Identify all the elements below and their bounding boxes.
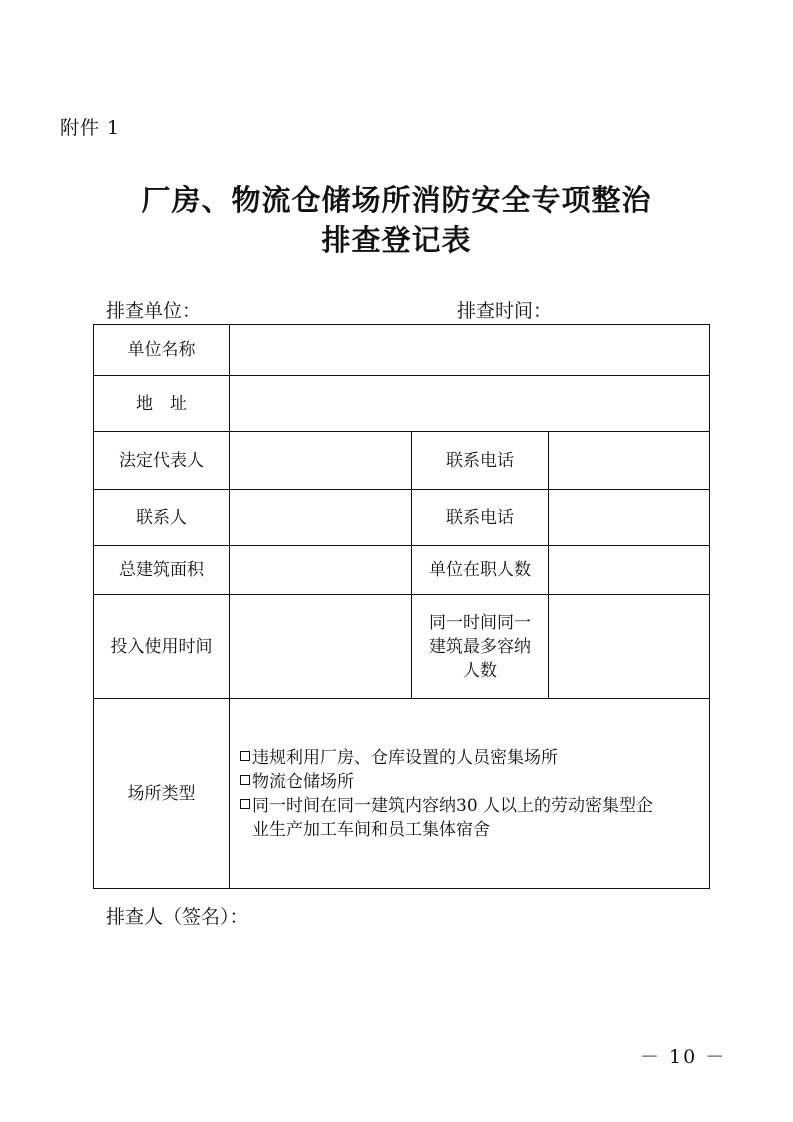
- table-row: [94, 546, 710, 595]
- table-row: [94, 325, 710, 376]
- option-text: 违规利用厂房、仓库设置的人员密集场所: [252, 747, 558, 768]
- site-type-label: 场所类型: [94, 699, 230, 889]
- option-text-continuation: 业生产加工车间和员工集体宿舍: [252, 819, 490, 840]
- checkbox-icon[interactable]: [240, 799, 250, 809]
- option-text: 同一时间在同一建筑内容纳30 人以上的劳动密集型企: [252, 795, 654, 816]
- legal-rep-label: 法定代表人: [94, 432, 230, 490]
- max-capacity-line: 同一时间同一: [429, 612, 531, 633]
- table-row: [94, 376, 710, 432]
- table-row: [94, 432, 710, 490]
- legal-rep-field[interactable]: [230, 432, 412, 490]
- staff-count-field[interactable]: [549, 546, 710, 595]
- contact-phone-label-1: 联系电话: [412, 432, 549, 490]
- max-capacity-label: [412, 595, 549, 699]
- checkbox-icon[interactable]: [240, 751, 250, 761]
- inspection-unit-label: 排查单位：: [106, 300, 202, 322]
- total-area-field[interactable]: [230, 546, 412, 595]
- table-row: [94, 699, 710, 889]
- max-capacity-line: 建筑最多容纳: [429, 636, 531, 657]
- address-field[interactable]: [230, 376, 710, 432]
- max-capacity-field[interactable]: [549, 595, 710, 699]
- document-title-line2: 排查登记表: [321, 223, 472, 257]
- contact-phone-label-2: 联系电话: [412, 490, 549, 546]
- table-row: [94, 595, 710, 699]
- registration-form-table: [93, 324, 710, 889]
- page-number: － 10 －: [640, 1046, 727, 1068]
- usage-time-label: 投入使用时间: [94, 595, 230, 699]
- option-text: 物流仓储场所: [252, 771, 354, 792]
- staff-count-label: 单位在职人数: [412, 546, 549, 595]
- inspector-signature-label: 排查人（签名）：: [106, 906, 249, 928]
- contact-person-label: 联系人: [94, 490, 230, 546]
- unit-name-field[interactable]: [230, 325, 710, 376]
- contact-phone-field-2[interactable]: [549, 490, 710, 546]
- unit-name-label: 单位名称: [94, 325, 230, 376]
- max-capacity-line: 人数: [463, 660, 497, 681]
- contact-phone-field-1[interactable]: [549, 432, 710, 490]
- attachment-label: 附件 1: [60, 117, 121, 139]
- site-type-option[interactable]: [240, 746, 709, 770]
- usage-time-field[interactable]: [230, 595, 412, 699]
- site-type-options: [230, 699, 710, 889]
- total-area-label: 总建筑面积: [94, 546, 230, 595]
- site-type-option[interactable]: [240, 794, 709, 818]
- contact-person-field[interactable]: [230, 490, 412, 546]
- inspection-time-label: 排查时间：: [457, 300, 553, 322]
- address-label: 地 址: [94, 376, 230, 432]
- site-type-option[interactable]: [240, 770, 709, 794]
- table-row: [94, 490, 710, 546]
- document-title-line1: 厂房、物流仓储场所消防安全专项整治: [141, 183, 652, 217]
- checkbox-icon[interactable]: [240, 775, 250, 785]
